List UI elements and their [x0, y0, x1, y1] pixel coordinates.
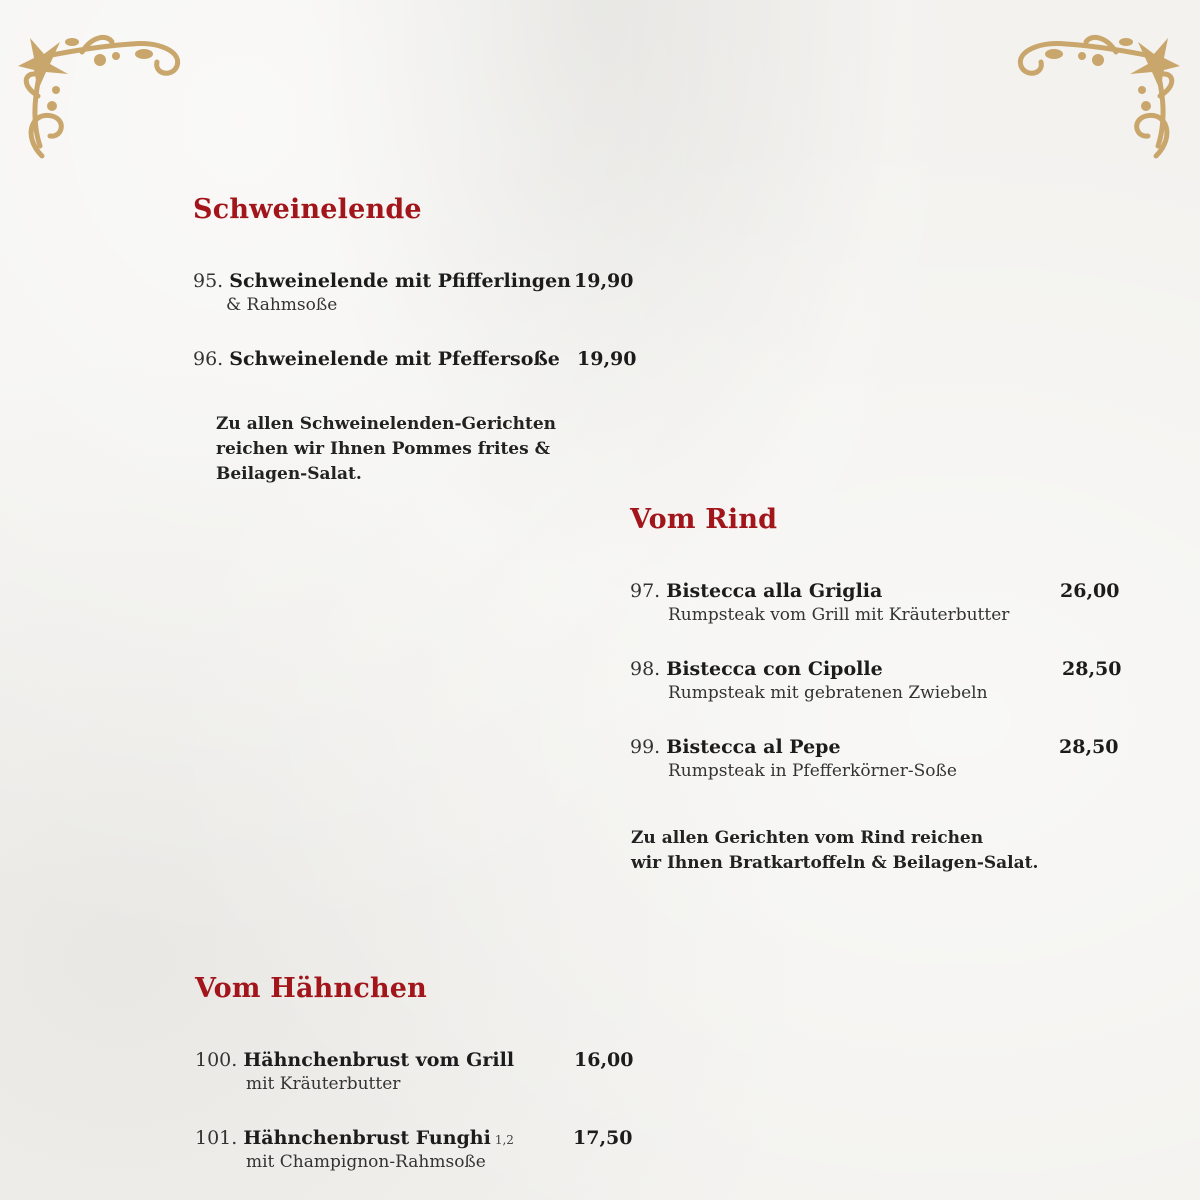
item-name: Hähnchenbrust vom Grill [243, 1049, 515, 1071]
item-price: 28,50 [1059, 736, 1119, 758]
item-name: Schweinelende mit Pfeffersoße [229, 348, 560, 370]
item-name: Bistecca al Pepe [666, 736, 841, 758]
item-number: 95. [193, 270, 224, 292]
item-description: Rumpsteak vom Grill mit Kräuterbutter [668, 605, 1010, 625]
item-number: 96. [193, 348, 224, 370]
item-price: 28,50 [1062, 658, 1122, 680]
item-number: 101. [195, 1127, 238, 1149]
section-heading-haehnchen: Vom Hähnchen [195, 973, 427, 1004]
item-price: 16,00 [574, 1049, 634, 1071]
item-number: 97. [630, 580, 661, 602]
menu-item-98 [630, 658, 1122, 703]
item-description: Rumpsteak in Pfefferkörner-Soße [668, 761, 957, 781]
floral-corner-ornament-icon [12, 16, 192, 166]
section-note-schweinelende: Zu allen Schweinelenden-Gerichten reichen wir Ihnen Pommes frites & Beilagen-Salat. [216, 414, 557, 484]
item-price: 26,00 [1060, 580, 1120, 602]
item-description: mit Champignon-Rahmsoße [246, 1152, 486, 1172]
item-number: 98. [630, 658, 661, 680]
item-number: 99. [630, 736, 661, 758]
item-number: 100. [195, 1049, 238, 1071]
item-price: 17,50 [573, 1127, 633, 1149]
floral-corner-ornament-icon [1006, 16, 1186, 166]
menu-item-95 [193, 270, 634, 315]
item-name: Bistecca alla Griglia [666, 580, 883, 602]
section-heading-schweinelende: Schweinelende [193, 194, 422, 225]
menu-item-97 [630, 580, 1120, 625]
item-description: Rumpsteak mit gebratenen Zwiebeln [668, 683, 988, 703]
section-note-rind: Zu allen Gerichten vom Rind reichen wir Ihnen Bratkartoffeln & Beilagen-Salat. [631, 828, 1039, 873]
item-price: 19,90 [577, 348, 637, 370]
item-name: Bistecca con Cipolle [666, 658, 883, 680]
item-description: mit Kräuterbutter [246, 1074, 401, 1094]
menu-item-101 [195, 1127, 633, 1172]
section-heading-rind: Vom Rind [630, 504, 778, 535]
menu-item-96 [193, 348, 637, 370]
item-name: Schweinelende mit Pfifferlingen [229, 270, 571, 292]
menu-item-100 [195, 1049, 634, 1094]
menu-item-99 [630, 736, 1119, 781]
item-description: & Rahmsoße [226, 295, 338, 315]
item-name: Hähnchenbrust Funghi [243, 1127, 491, 1149]
item-price: 19,90 [574, 270, 634, 292]
allergen-note: 1,2 [494, 1133, 514, 1147]
